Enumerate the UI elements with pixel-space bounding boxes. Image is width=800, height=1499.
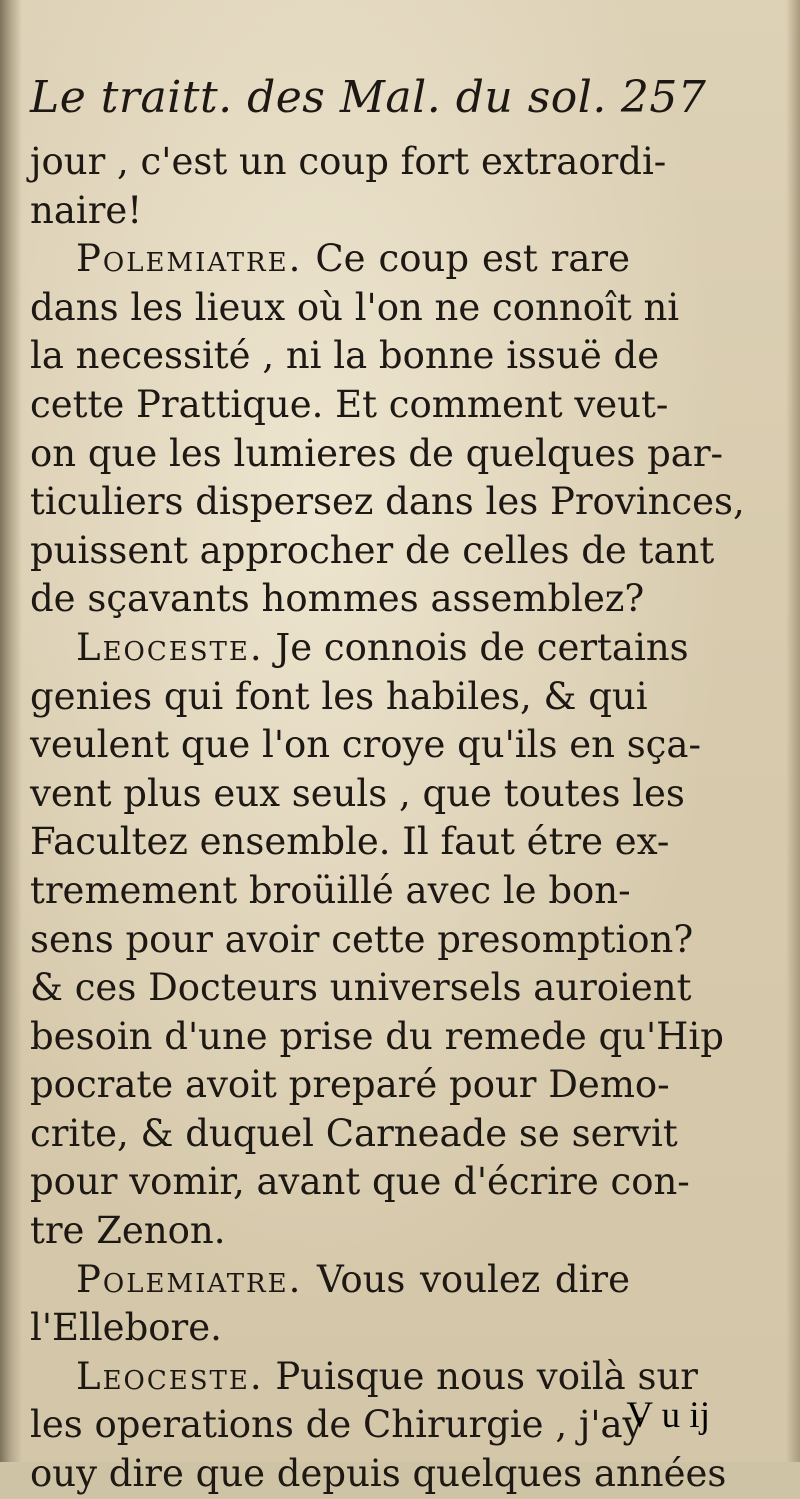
line-text: & ces Docteurs universels auroient	[30, 966, 692, 1010]
text-line	[30, 1207, 630, 1256]
line-text: naire!	[30, 188, 143, 232]
text-line	[30, 1158, 690, 1207]
text-line	[30, 818, 670, 867]
text-line	[30, 1110, 678, 1159]
text-line	[30, 235, 630, 284]
line-text: veulent que l'on croye qu'ils en sça-	[30, 723, 701, 767]
page-gutter-shadow	[0, 0, 22, 1462]
text-line	[30, 624, 689, 673]
speaker-name: Leoceste.	[76, 625, 264, 669]
line-text: pocrate avoit preparé pour Demo-	[30, 1063, 670, 1107]
speaker-name: Leoceste.	[76, 1354, 264, 1398]
running-header	[30, 58, 707, 138]
line-text: cette Prattique. Et comment veut-	[30, 382, 669, 426]
speaker-name: Polemiatre.	[76, 237, 303, 281]
line-text: Je connois de certains	[263, 625, 689, 669]
text-line	[30, 964, 692, 1013]
text-line	[30, 770, 685, 819]
text-line	[30, 1061, 670, 1110]
line-text: Vous voulez dire	[302, 1257, 630, 1301]
line-text: ouy dire que depuis quelques années	[30, 1452, 727, 1496]
text-line	[30, 575, 645, 624]
line-text: l'Ellebore.	[30, 1306, 222, 1350]
line-text: tremement broüillé avec le bon-	[30, 868, 631, 912]
line-text: de sçavants hommes assemblez?	[30, 577, 645, 621]
line-text: vent plus eux seuls , que toutes les	[30, 771, 685, 815]
running-title: Le traitt. des Mal. du sol.	[30, 72, 607, 123]
line-text: genies qui font les habiles, & qui	[30, 674, 648, 718]
line-text: puissent approcher de celles de tant	[30, 528, 715, 572]
line-text: crite, & duquel Carneade se servit	[30, 1111, 678, 1155]
page-number: 257	[620, 72, 707, 123]
line-text: tre Zenon.	[30, 1209, 226, 1253]
text-line	[30, 430, 724, 479]
text-line	[30, 673, 648, 722]
text-line	[30, 1450, 727, 1499]
line-text: Facultez ensemble. Il faut étre ex-	[30, 820, 670, 864]
line-text: la necessité , ni la bonne issuë de	[30, 334, 660, 378]
line-text: jour , c'est un coup fort extraordi-	[30, 140, 667, 183]
line-text: pour vomir, avant que d'écrire con-	[30, 1160, 690, 1204]
text-line	[30, 381, 669, 430]
line-text: besoin d'une prise du remede qu'Hip	[30, 1014, 724, 1058]
text-line	[30, 1013, 724, 1062]
text-line	[30, 138, 667, 187]
line-text: Ce coup est rare	[302, 237, 630, 281]
line-text: Puisque nous voilà sur	[263, 1354, 698, 1398]
text-line	[30, 721, 701, 770]
text-line	[30, 916, 694, 965]
line-text: on que les lumieres de quelques par-	[30, 431, 724, 475]
page-edge-shadow	[786, 0, 800, 1462]
line-text: sens pour avoir cette presomption?	[30, 917, 694, 961]
text-line	[30, 332, 660, 381]
text-line	[30, 867, 630, 916]
line-text: les operations de Chirurgie , j'ay	[30, 1403, 644, 1447]
text-line	[30, 284, 680, 333]
line-text: dans les lieux où l'on ne connoît ni	[30, 285, 680, 329]
text-line	[30, 187, 630, 236]
line-text: ticuliers dispersez dans les Provinces,	[30, 480, 745, 524]
text-line	[30, 527, 715, 576]
text-line	[30, 1256, 630, 1305]
text-line	[30, 478, 745, 527]
signature-mark: V u ij	[626, 1395, 710, 1436]
text-line	[30, 1304, 630, 1353]
speaker-name: Polemiatre.	[76, 1257, 303, 1301]
